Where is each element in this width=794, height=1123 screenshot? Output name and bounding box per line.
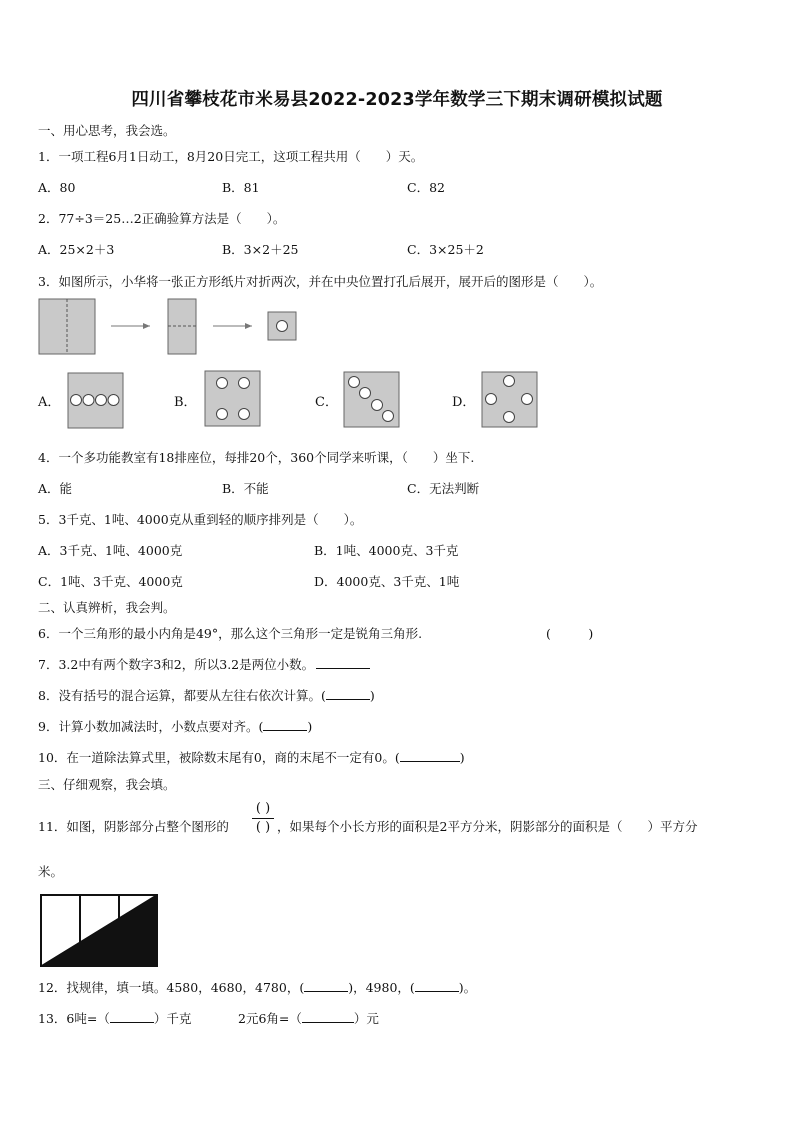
question-8: [38, 686, 375, 704]
q11-fraction-blank[interactable]: [252, 802, 274, 835]
q8-tail: ): [369, 688, 375, 703]
q13-answer-blank-2[interactable]: [302, 1010, 354, 1023]
question-10: [38, 748, 465, 766]
question-1: 1．一项工程6月1日动工，8月20日完工，这项工程共用（ ）天。: [38, 149, 424, 164]
q5-option-a: A．3千克、1吨、4000克: [38, 543, 183, 558]
q9-text: 9．计算小数加减法时，小数点要对齐。(: [38, 719, 264, 734]
question-13: [38, 1009, 191, 1027]
shaded-region: [40, 894, 157, 966]
q2-option-c: C．3×25＋2: [407, 242, 484, 257]
q5-option-d: D．4000克、3千克、1吨: [314, 574, 460, 589]
question-9: [38, 717, 312, 735]
fraction-denominator: ( ): [255, 820, 271, 835]
q5-option-b: B．1吨、4000克、3千克: [314, 543, 459, 558]
q13-answer-blank-1[interactable]: [110, 1010, 154, 1023]
q12-answer-blank-2[interactable]: [415, 979, 459, 992]
q10-answer-blank[interactable]: [400, 749, 460, 762]
q3-option-a: A．: [38, 395, 61, 410]
q4-option-c: C．无法判断: [407, 481, 480, 496]
q7-text: 7．3.2中有两个数字3和2，所以3.2是两位小数。: [38, 657, 315, 672]
section-heading-3: 三、仔细观察，我会填。: [38, 777, 176, 792]
q9-tail: ): [307, 719, 313, 734]
q11-text-c: 米。: [38, 864, 64, 879]
arrow-right-icon: [245, 323, 252, 329]
q13-text-c: 2元6角=（: [238, 1011, 302, 1026]
q3-option-c: C．: [315, 395, 338, 410]
q12-text-a: 12．找规律，填一填。4580，4680，4780，(: [38, 980, 305, 995]
arrow-right-icon: [143, 323, 150, 329]
q2-option-b: B．3×2＋25: [222, 242, 299, 257]
fraction-numerator: ( ): [255, 801, 271, 816]
q13-text-a: 13．6吨=（: [38, 1011, 110, 1026]
section-heading-2: 二、认真辨析，我会判。: [38, 600, 176, 615]
q8-text: 8．没有括号的混合运算，都要从左往右依次计算。(: [38, 688, 326, 703]
option-c-figure: [343, 371, 399, 427]
q6-answer-blank[interactable]: ( ): [546, 626, 594, 641]
folded-once: [168, 299, 196, 354]
question-4: 4．一个多功能教室有18排座位，每排20个，360个同学来听课，（ ）坐下.: [38, 450, 475, 465]
section-heading-1: 一、用心思考，我会选。: [38, 123, 176, 138]
q12-text-b: )，4980，(: [348, 980, 415, 995]
q1-option-b: B．81: [222, 180, 260, 195]
q4-option-b: B．不能: [222, 481, 269, 496]
question-12: [38, 978, 476, 996]
q10-text: 10．在一道除法算式里，被除数末尾有0，商的末尾不一定有0。(: [38, 750, 400, 765]
q2-option-a: A．25×2＋3: [38, 242, 115, 257]
q10-tail: ): [459, 750, 465, 765]
folding-diagram: [38, 298, 308, 358]
page-title: 四川省攀枝花市米易县2022-2023学年数学三下期末调研模拟试题: [131, 90, 663, 110]
q11-text-b: ，如果每个小长方形的面积是2平方分米，阴影部分的面积是（ ）平方分: [277, 819, 698, 834]
q5-option-c: C．1吨、3千克、4000克: [38, 574, 183, 589]
q3-option-d: D．: [452, 395, 476, 410]
q4-option-a: A．能: [38, 481, 73, 496]
question-2: 2．77÷3＝25…2正确验算方法是（ ）。: [38, 211, 286, 226]
option-b-figure: [204, 370, 260, 426]
q11-text-a: 11．如图，阴影部分占整个图形的: [38, 819, 229, 834]
question-13-part-2: [238, 1009, 379, 1027]
q12-text-c: )。: [458, 980, 477, 995]
q1-option-c: C．82: [407, 180, 445, 195]
q1-option-a: A．80: [38, 180, 76, 195]
question-3: 3．如图所示，小华将一张正方形纸片对折两次，并在中央位置打孔后展开，展开后的图形是（ ）。: [38, 274, 603, 289]
q8-answer-blank[interactable]: [326, 687, 370, 700]
q3-option-b: B．: [174, 395, 197, 410]
q13-text-b: ）千克: [153, 1011, 192, 1026]
option-a-figure: [67, 372, 123, 428]
option-d-figure: [481, 371, 537, 427]
question-7: [38, 655, 370, 673]
q9-answer-blank[interactable]: [263, 718, 307, 731]
question-5: 5．3千克、1吨、4000克从重到轻的顺序排列是（ ）。: [38, 512, 363, 527]
q7-answer-blank[interactable]: [316, 656, 370, 669]
q12-answer-blank-1[interactable]: [304, 979, 348, 992]
q11-rectangle-figure: [40, 894, 158, 968]
q13-text-d: ）元: [353, 1011, 379, 1026]
fraction-bar: [252, 818, 274, 819]
question-6: 6．一个三角形的最小内角是49°，那么这个三角形一定是锐角三角形.: [38, 626, 423, 641]
